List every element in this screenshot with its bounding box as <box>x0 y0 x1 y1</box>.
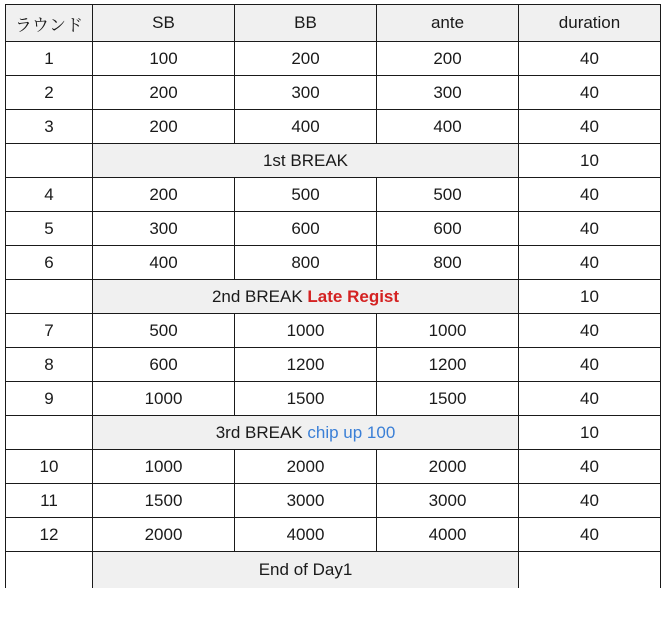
ante-cell: 1500 <box>377 382 519 416</box>
header-sb: SB <box>93 5 235 42</box>
sb-cell: 200 <box>93 76 235 110</box>
duration-cell: 10 <box>519 280 661 314</box>
round-cell: 6 <box>6 246 93 280</box>
break-row <box>6 552 661 588</box>
table-row <box>6 450 661 484</box>
break-label: 3rd BREAK <box>215 422 303 442</box>
bb-cell: 500 <box>235 178 377 212</box>
sb-cell: 1500 <box>93 484 235 518</box>
ante-cell: 4000 <box>377 518 519 552</box>
sb-cell: 200 <box>93 178 235 212</box>
table-row <box>6 76 661 110</box>
table-row <box>6 484 661 518</box>
bb-cell: 400 <box>235 110 377 144</box>
table-body <box>6 42 661 588</box>
duration-cell: 40 <box>519 110 661 144</box>
round-cell: 12 <box>6 518 93 552</box>
duration-cell: 40 <box>519 518 661 552</box>
table-row <box>6 518 661 552</box>
round-cell: 11 <box>6 484 93 518</box>
table-row <box>6 42 661 76</box>
break-label-cell <box>93 416 519 450</box>
ante-cell: 500 <box>377 178 519 212</box>
bb-cell: 2000 <box>235 450 377 484</box>
sb-cell: 1000 <box>93 382 235 416</box>
round-cell <box>6 280 93 314</box>
round-cell <box>6 552 93 588</box>
ante-cell: 2000 <box>377 450 519 484</box>
header-ante: ante <box>377 5 519 42</box>
duration-cell: 40 <box>519 348 661 382</box>
table-row <box>6 382 661 416</box>
bb-cell: 800 <box>235 246 377 280</box>
table-row <box>6 212 661 246</box>
header-bb: BB <box>235 5 377 42</box>
break-note: chip up 100 <box>307 422 396 442</box>
duration-cell: 40 <box>519 42 661 76</box>
duration-cell: 40 <box>519 314 661 348</box>
break-label: 1st BREAK <box>262 150 349 170</box>
round-cell: 9 <box>6 382 93 416</box>
bb-cell: 200 <box>235 42 377 76</box>
ante-cell: 3000 <box>377 484 519 518</box>
ante-cell: 1000 <box>377 314 519 348</box>
bb-cell: 1500 <box>235 382 377 416</box>
round-cell: 3 <box>6 110 93 144</box>
break-label: 2nd BREAK <box>211 286 303 306</box>
blind-structure-table <box>5 4 661 588</box>
duration-cell <box>519 552 661 588</box>
round-cell: 5 <box>6 212 93 246</box>
round-cell <box>6 144 93 178</box>
sb-cell: 2000 <box>93 518 235 552</box>
break-label-cell <box>93 144 519 178</box>
duration-cell: 40 <box>519 450 661 484</box>
table-row <box>6 110 661 144</box>
sb-cell: 400 <box>93 246 235 280</box>
header-duration: duration <box>519 5 661 42</box>
round-cell <box>6 416 93 450</box>
sb-cell: 300 <box>93 212 235 246</box>
sb-cell: 500 <box>93 314 235 348</box>
ante-cell: 600 <box>377 212 519 246</box>
table-row <box>6 314 661 348</box>
ante-cell: 300 <box>377 76 519 110</box>
break-label: End of Day1 <box>258 559 353 579</box>
ante-cell: 200 <box>377 42 519 76</box>
duration-cell: 40 <box>519 382 661 416</box>
break-label-cell <box>93 552 519 588</box>
bb-cell: 1000 <box>235 314 377 348</box>
bb-cell: 600 <box>235 212 377 246</box>
bb-cell: 1200 <box>235 348 377 382</box>
ante-cell: 400 <box>377 110 519 144</box>
duration-cell: 40 <box>519 484 661 518</box>
table-row <box>6 178 661 212</box>
ante-cell: 800 <box>377 246 519 280</box>
ante-cell: 1200 <box>377 348 519 382</box>
break-label-cell <box>93 280 519 314</box>
sb-cell: 200 <box>93 110 235 144</box>
duration-cell: 40 <box>519 212 661 246</box>
break-note: Late Regist <box>307 286 400 306</box>
sb-cell: 100 <box>93 42 235 76</box>
break-row <box>6 280 661 314</box>
duration-cell: 40 <box>519 76 661 110</box>
round-cell: 7 <box>6 314 93 348</box>
break-row <box>6 416 661 450</box>
duration-cell: 40 <box>519 178 661 212</box>
bb-cell: 300 <box>235 76 377 110</box>
table-row <box>6 348 661 382</box>
round-cell: 10 <box>6 450 93 484</box>
duration-cell: 10 <box>519 416 661 450</box>
sb-cell: 1000 <box>93 450 235 484</box>
duration-cell: 40 <box>519 246 661 280</box>
break-row <box>6 144 661 178</box>
header-row <box>6 5 661 42</box>
table-row <box>6 246 661 280</box>
sb-cell: 600 <box>93 348 235 382</box>
header-round: ラウンド <box>6 5 93 42</box>
round-cell: 4 <box>6 178 93 212</box>
round-cell: 2 <box>6 76 93 110</box>
duration-cell: 10 <box>519 144 661 178</box>
round-cell: 8 <box>6 348 93 382</box>
bb-cell: 4000 <box>235 518 377 552</box>
bb-cell: 3000 <box>235 484 377 518</box>
round-cell: 1 <box>6 42 93 76</box>
